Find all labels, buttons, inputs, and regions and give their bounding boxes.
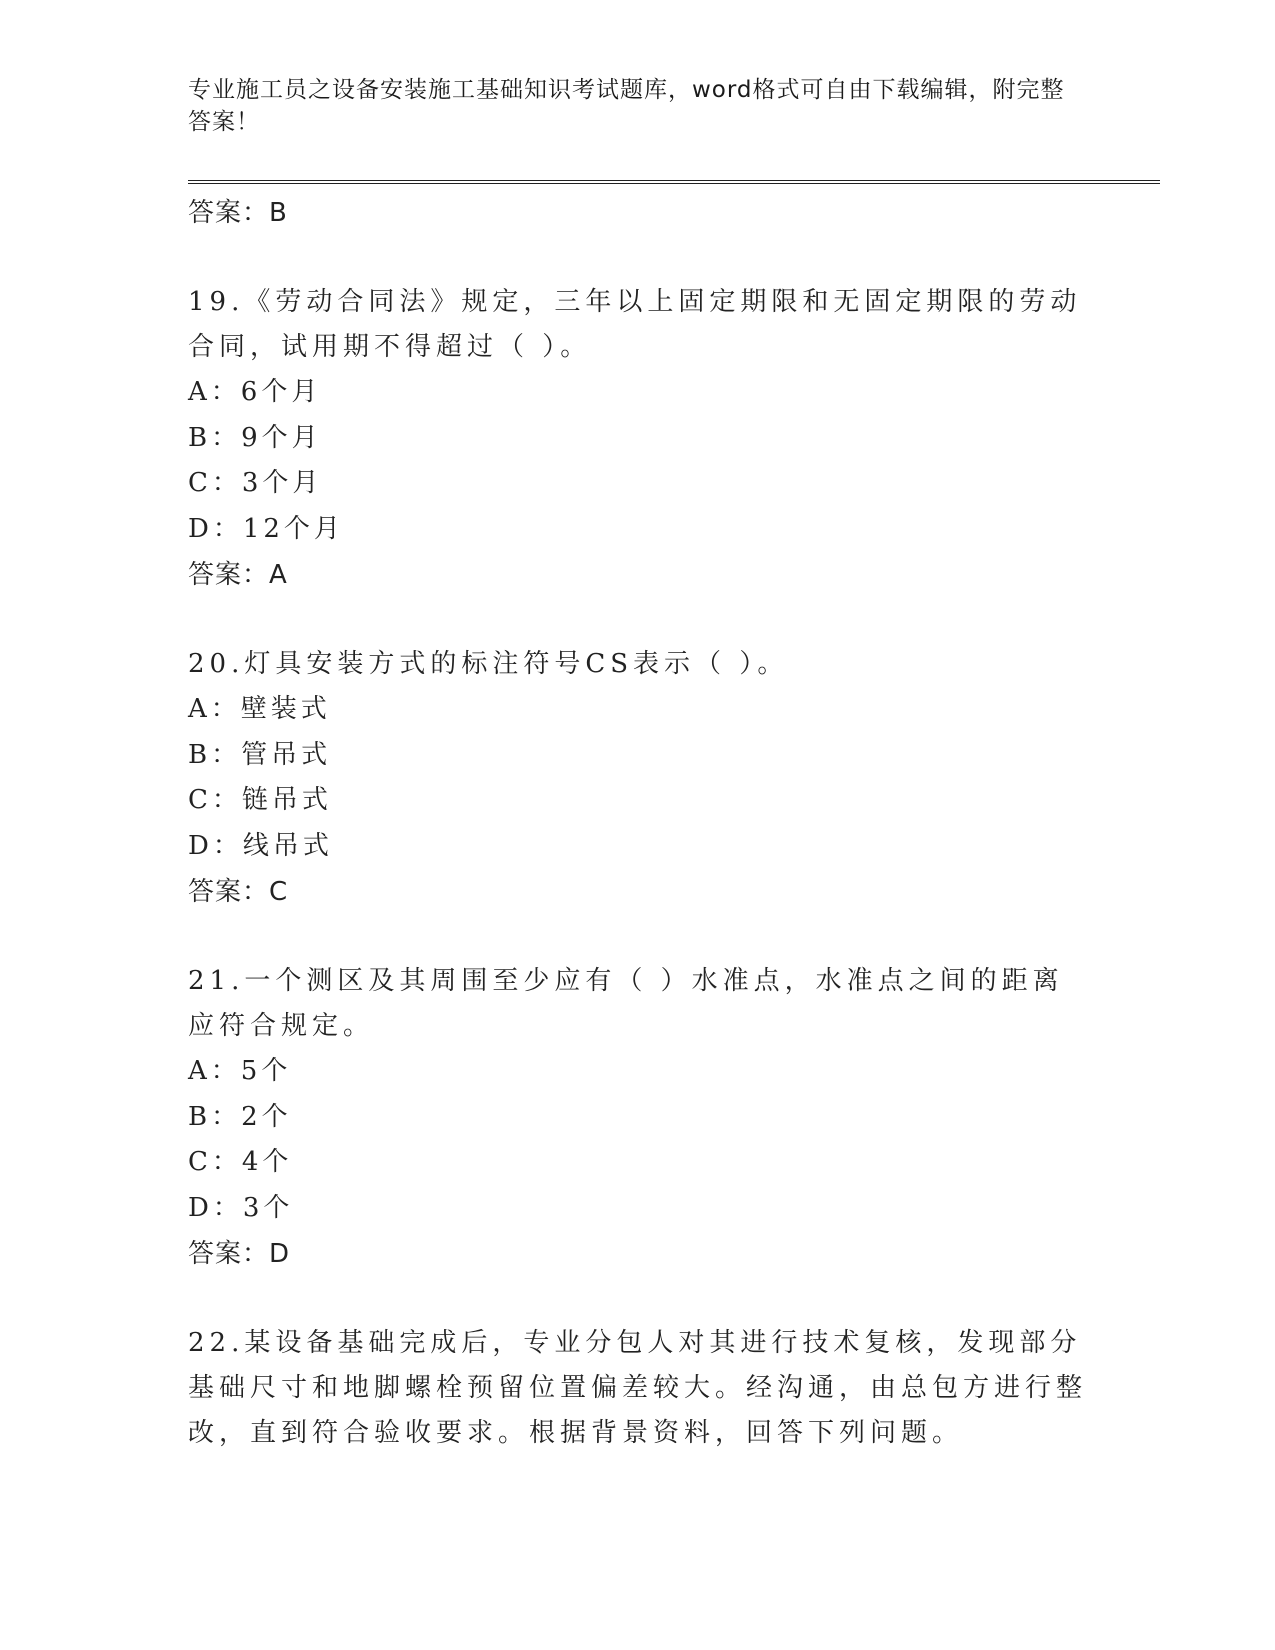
option-b: B：2个 <box>188 1101 292 1132</box>
answer-line: 答案：A <box>188 560 288 590</box>
option-d: D：12个月 <box>188 513 344 544</box>
option-a: A：5个 <box>188 1056 292 1086</box>
option-d: D：3个 <box>188 1192 294 1223</box>
answer-line: 答案：C <box>188 877 289 907</box>
option-b: B：9个月 <box>188 422 322 453</box>
question-19 <box>188 280 1088 598</box>
answer-line: 答案：D <box>188 1239 291 1269</box>
option-a: A：6个月 <box>188 377 322 407</box>
question-stem: 21.一个测区及其周围至少应有（ ）水准点，水准点之间的距离应符合规定。 <box>188 966 1064 1041</box>
option-d: D：线吊式 <box>188 830 333 861</box>
option-c: C：链吊式 <box>188 785 332 815</box>
document-header: 专业施工员之设备安装施工基础知识考试题库，word格式可自由下载编辑，附完整答案！ <box>188 77 1065 135</box>
question-stem: 20.灯具安装方式的标注符号CS表示（ ）。 <box>188 649 789 679</box>
option-c: C：3个月 <box>188 468 323 498</box>
option-c: C：4个 <box>188 1147 293 1177</box>
question-22 <box>188 1321 1088 1456</box>
question-stem: 22.某设备基础完成后，专业分包人对其进行技术复核，发现部分基础尺寸和地脚螺栓预留位置偏差较大。经沟通，由总包方进行整改，直到符合验收要求。根据背景资料，回答下列问题。 <box>188 1328 1088 1448</box>
document-body <box>188 190 1088 1456</box>
option-a: A：壁装式 <box>188 694 331 724</box>
header-divider <box>188 180 1160 184</box>
question-21 <box>188 959 1088 1277</box>
option-b: B：管吊式 <box>188 739 332 770</box>
question-stem: 19.《劳动合同法》规定，三年以上固定期限和无固定期限的劳动合同，试用期不得超过（ ）。 <box>188 287 1082 362</box>
question-20 <box>188 642 1088 915</box>
answer-line: 答案：B <box>188 198 288 228</box>
